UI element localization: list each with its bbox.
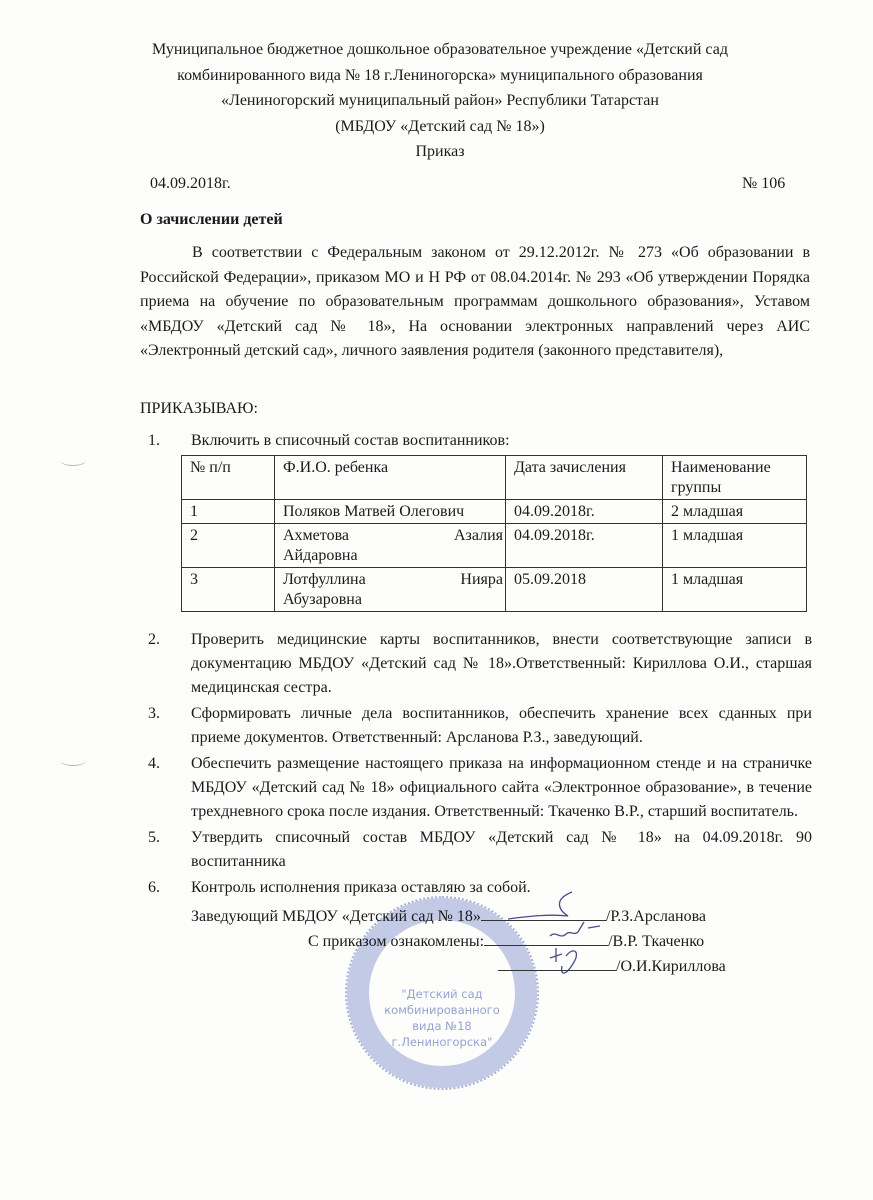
header-cell: № п/п xyxy=(182,456,275,500)
document-type: Приказ xyxy=(415,143,465,160)
order-items xyxy=(140,628,812,900)
item-number: 6. xyxy=(148,879,160,896)
header-cell: Наименование группы xyxy=(663,456,807,500)
header-cell: Ф.И.О. ребенка xyxy=(275,456,506,500)
scan-mark xyxy=(60,455,86,466)
header-line: «Лениногорский муниципальный район» Республики Татарстан xyxy=(221,92,659,109)
patronymic: Айдаровна xyxy=(283,547,358,564)
cell-name xyxy=(275,568,506,612)
item-text: Сформировать личные дела воспитанников, обеспечить хранение всех сданных при приеме документов. Ответственный: Арсланова Р.З., заведующий. xyxy=(191,705,812,746)
item-text: Включить в списочный состав воспитанников: xyxy=(191,432,510,449)
first-name: Азалия xyxy=(453,527,503,544)
patronymic: Абузаровна xyxy=(283,591,362,608)
cell-date: 05.09.2018 xyxy=(506,568,663,612)
stamp-text xyxy=(347,986,537,1050)
preamble: В соответствии с Федеральным законом от 29.12.2012г. № 273 «Об образовании в Российской Федерации», приказом МО и Н РФ от 08.04.2014г. № 293 «Об утверждении Порядка приема на обучение по образовательным программам дошкольного образования», Уставом «МБДОУ «Детский сад № 18», На основании электронных направлений через АИС «Электронный детский сад», личного заявления родителя (законного представителя), xyxy=(140,244,810,359)
header-line: комбинированного вида № 18 г.Лениногорска» муниципального образования xyxy=(177,66,703,84)
order-items xyxy=(140,429,812,453)
order-item xyxy=(140,876,812,900)
stamp-line: комбинированного xyxy=(384,1003,500,1017)
order-item xyxy=(140,628,812,700)
item-number: 2. xyxy=(148,631,160,648)
cell-group: 1 младшая xyxy=(663,568,807,612)
first-name: Нияра xyxy=(460,571,503,588)
header-line: (МБДОУ «Детский сад № 18») xyxy=(335,117,545,135)
order-item xyxy=(140,429,812,453)
item-text: Обеспечить размещение настоящего приказа на информационном стенде и на страничке МБДОУ «Детский сад № 18» официального сайта «Электронное образование», в течение трехдневного срока после издания. Ответственный: Ткаченко В.Р., старший воспитатель. xyxy=(191,755,812,820)
cell-num: 2 xyxy=(182,524,275,568)
table-row xyxy=(182,500,807,524)
table-header-row xyxy=(182,456,807,500)
stamp-line: "Детский сад xyxy=(401,987,483,1001)
head-signature-line xyxy=(191,904,706,929)
surname: Ахметова xyxy=(283,527,350,544)
order-item xyxy=(140,826,812,874)
signature-line xyxy=(481,904,606,921)
scan-mark xyxy=(60,755,86,766)
signature-line xyxy=(484,929,608,946)
header-cell: Дата зачисления xyxy=(506,456,663,500)
cell-date: 04.09.2018г. xyxy=(506,500,663,524)
header-line: Муниципальное бюджетное дошкольное образовательное учреждение «Детский сад xyxy=(152,41,728,58)
stamp-line: вида №18 xyxy=(412,1019,472,1033)
cell-group: 2 младшая xyxy=(663,500,807,524)
cell-name xyxy=(275,524,506,568)
cell-group: 1 младшая xyxy=(663,524,807,568)
order-date: 04.09.2018г. xyxy=(150,175,231,192)
ack-signature-line xyxy=(498,954,726,979)
order-body xyxy=(140,429,812,1074)
item-text: Утвердить списочный состав МБДОУ «Детский сад № 18» на 04.09.2018г. 90 воспитанника xyxy=(191,829,812,870)
item-number: 4. xyxy=(148,755,160,772)
cell-name: Поляков Матвей Олегович xyxy=(275,500,506,524)
item-number: 5. xyxy=(148,829,160,846)
order-title: О зачислении детей xyxy=(140,211,283,228)
signature-line xyxy=(498,954,616,971)
surname: Лотфуллина xyxy=(283,571,366,588)
item-number: 3. xyxy=(148,705,160,722)
item-number: 1. xyxy=(148,432,160,449)
ack-name: /О.И.Кириллова xyxy=(616,958,726,975)
order-number: № 106 xyxy=(742,175,786,192)
order-word: ПРИКАЗЫВАЮ: xyxy=(140,400,258,417)
head-label: Заведующий МБДОУ «Детский сад № 18» xyxy=(191,908,481,925)
order-item xyxy=(140,752,812,824)
order-item xyxy=(140,702,812,750)
cell-num: 3 xyxy=(182,568,275,612)
cell-date: 04.09.2018г. xyxy=(506,524,663,568)
head-name: /Р.З.Арсланова xyxy=(605,908,707,925)
table-row xyxy=(182,568,807,612)
item-text: Контроль исполнения приказа оставляю за собой. xyxy=(191,879,531,896)
signature-block xyxy=(140,904,812,1074)
ack-signature-line xyxy=(308,929,704,954)
document-header xyxy=(120,37,760,165)
stamp-line: г.Лениногорска" xyxy=(391,1035,493,1049)
ack-label: С приказом ознакомлены: xyxy=(308,933,485,950)
ack-name: /В.Р. Ткаченко xyxy=(608,933,705,950)
cell-num: 1 xyxy=(182,500,275,524)
item-text: Проверить медицинские карты воспитанников, внести соответствующие записи в документацию МБДОУ «Детский сад № 18».Ответственный: Кириллова О.И., старшая медицинская сестра. xyxy=(191,631,812,696)
children-table xyxy=(181,455,807,612)
table-row xyxy=(182,524,807,568)
